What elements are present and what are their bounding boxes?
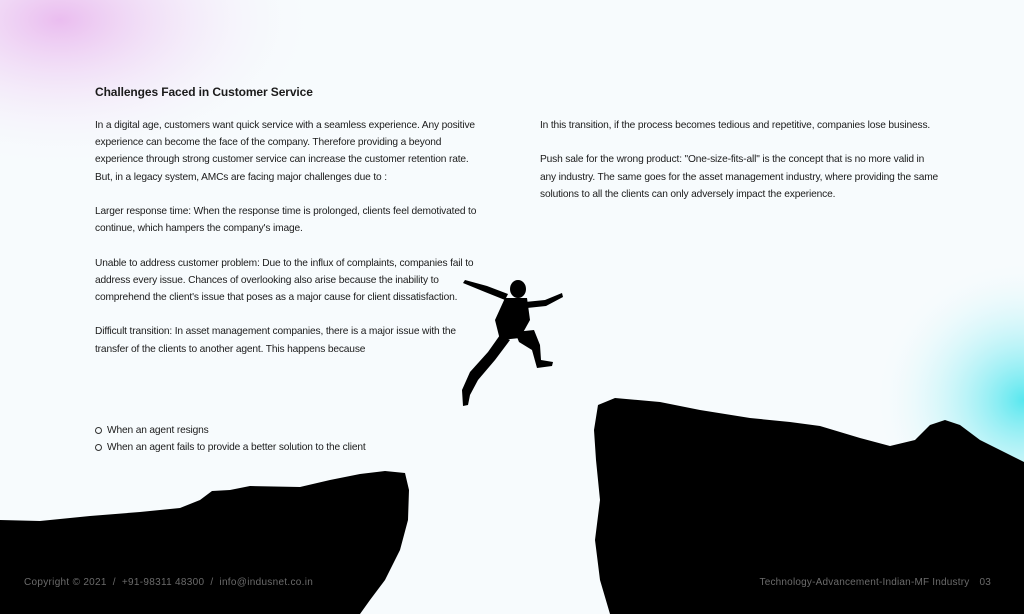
- bullet-circle-icon: [95, 427, 102, 434]
- reasons-list: [95, 422, 366, 456]
- left-column: [95, 117, 480, 375]
- transition-paragraph: Difficult transition: In asset management companies, there is a major issue with the transfer of the clients to another agent. This happens because: [95, 326, 456, 355]
- list-item: [95, 422, 366, 439]
- intro-paragraph: In a digital age, customers want quick service with a seamless experience. Any positive experience can become the face of the company. Therefore providing a beyond experience through strong customer service can increase the customer retention rate. But, in a legacy system, AMCs are facing major challenges due to :: [95, 120, 475, 183]
- push-sale-paragraph: Push sale for the wrong product: "One-size-fits-all" is the concept that is no more valid in any industry. The same goes for the asset management industry, where providing the same solutions to all the clients can only adversely impact the experience.: [540, 154, 939, 200]
- footer-doc-info: [760, 577, 992, 588]
- response-time-paragraph: Larger response time: When the response time is prolonged, clients feel demotivated to continue, which hampers the company's image.: [95, 206, 477, 235]
- document-title: Technology-Advancement-Indian-MF Industry: [759, 577, 970, 588]
- list-item: [95, 439, 366, 456]
- footer-contact: [24, 577, 313, 588]
- phone-link[interactable]: +91-98311 48300: [121, 577, 205, 588]
- page-number: 03: [979, 577, 991, 588]
- email-link[interactable]: info@indusnet.co.in: [219, 577, 314, 588]
- customer-problem-paragraph: Unable to address customer problem: Due to the influx of complaints, companies fail to address every issue. Chances of overlooking also arise because the inability to comprehend the client's issue that poses as a major cause for client dissatisfaction.: [95, 257, 474, 303]
- transition-consequence-paragraph: In this transition, if the process becomes tedious and repetitive, companies lose business.: [540, 120, 931, 131]
- right-column: [540, 117, 940, 220]
- page-heading: Challenges Faced in Customer Service: [95, 85, 313, 99]
- copyright-text: Copyright © 2021: [24, 577, 107, 588]
- separator: /: [210, 577, 214, 588]
- bullet-circle-icon: [95, 444, 102, 451]
- list-item-text: When an agent resigns: [107, 425, 209, 436]
- list-item-text: When an agent fails to provide a better solution to the client: [107, 442, 366, 454]
- separator: /: [112, 577, 116, 588]
